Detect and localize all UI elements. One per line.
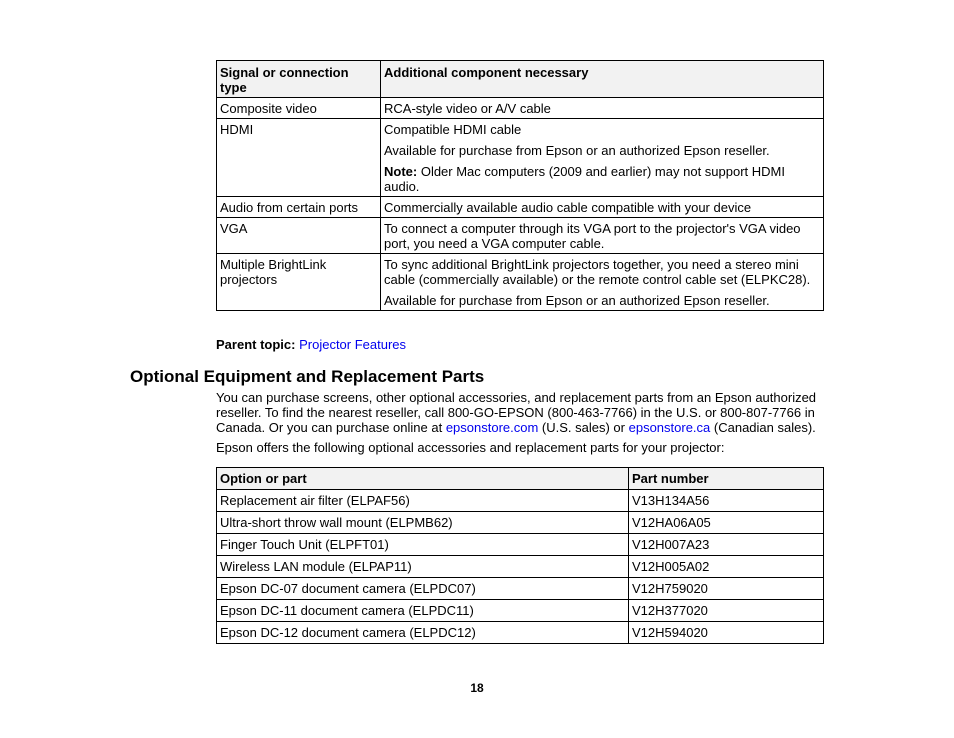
note-label: Note: — [384, 164, 418, 179]
component-text: Commercially available audio cable compatible with your device — [384, 200, 752, 215]
table-row — [217, 98, 824, 119]
component-text: Available for purchase from Epson or an authorized Epson reseller. — [384, 293, 770, 308]
parent-topic-label: Parent topic: — [216, 337, 296, 352]
table-row — [217, 197, 824, 218]
option-cell: Epson DC-07 document camera (ELPDC07) — [217, 578, 629, 600]
epsonstore-ca-link[interactable]: epsonstore.ca — [628, 420, 711, 435]
epsonstore-us-link[interactable]: epsonstore.com — [445, 420, 539, 435]
column-header: Option or part — [217, 468, 629, 490]
intro-text: You can purchase screens, other optional accessories, and replacement parts from an Epson authorized reseller. To find the nearest reseller, call 800-GO-EPSON (800-463-7766) in the U.S. or 800-807-7766 in Canada. Or you can purchase online at — [216, 390, 817, 435]
note — [384, 164, 820, 194]
intro-text: (U.S. sales) or — [538, 420, 629, 435]
table-header-row — [217, 61, 824, 98]
component-cell — [381, 218, 824, 254]
column-header: Additional component necessary — [381, 61, 824, 98]
signal-cell: VGA — [217, 218, 381, 254]
option-cell: Epson DC-11 document camera (ELPDC11) — [217, 600, 629, 622]
signal-cell: Composite video — [217, 98, 381, 119]
intro-paragraph — [216, 390, 824, 435]
column-header: Signal or connection type — [217, 61, 381, 98]
part-number-cell: V13H134A56 — [629, 490, 824, 512]
component-cell — [381, 254, 824, 311]
table-row — [217, 600, 824, 622]
parent-topic-link[interactable]: Projector Features — [299, 337, 407, 352]
part-number-cell: V12H759020 — [629, 578, 824, 600]
section-heading: Optional Equipment and Replacement Parts — [130, 367, 485, 386]
parts-table — [216, 467, 824, 644]
part-number-cell: V12H377020 — [629, 600, 824, 622]
option-cell: Finger Touch Unit (ELPFT01) — [217, 534, 629, 556]
component-cell — [381, 197, 824, 218]
part-number-cell: V12H005A02 — [629, 556, 824, 578]
option-cell: Replacement air filter (ELPAF56) — [217, 490, 629, 512]
part-number-cell: V12H007A23 — [629, 534, 824, 556]
option-cell: Wireless LAN module (ELPAP11) — [217, 556, 629, 578]
intro-paragraph-2: Epson offers the following optional accessories and replacement parts for your projector: — [216, 440, 725, 455]
option-cell: Ultra-short throw wall mount (ELPMB62) — [217, 512, 629, 534]
table-header-row — [217, 468, 824, 490]
component-text: Compatible HDMI cable — [384, 122, 522, 137]
option-cell: Epson DC-12 document camera (ELPDC12) — [217, 622, 629, 644]
component-cell — [381, 98, 824, 119]
column-header: Part number — [629, 468, 824, 490]
table-row — [217, 534, 824, 556]
component-text: Available for purchase from Epson or an authorized Epson reseller. — [384, 143, 770, 158]
signal-cell: HDMI — [217, 119, 381, 197]
table-row — [217, 512, 824, 534]
table-row — [217, 556, 824, 578]
component-text: To sync additional BrightLink projectors together, you need a stereo mini cable (commercially available) or the remote control cable set (ELPKC28). — [384, 257, 811, 287]
signal-cell: Multiple BrightLink projectors — [217, 254, 381, 311]
part-number-cell: V12HA06A05 — [629, 512, 824, 534]
table-row — [217, 119, 824, 197]
component-text: To connect a computer through its VGA port to the projector's VGA video port, you need a VGA computer cable. — [384, 221, 801, 251]
component-text: RCA-style video or A/V cable — [384, 101, 551, 116]
page-number: 18 — [470, 681, 484, 695]
table-row — [217, 578, 824, 600]
note-text: Older Mac computers (2009 and earlier) may not support HDMI audio. — [384, 164, 785, 194]
signal-table — [216, 60, 824, 311]
table-row — [217, 254, 824, 311]
table-row — [217, 490, 824, 512]
intro-text: (Canadian sales). — [710, 420, 816, 435]
part-number-cell: V12H594020 — [629, 622, 824, 644]
table-row — [217, 218, 824, 254]
table-row — [217, 622, 824, 644]
component-cell — [381, 119, 824, 197]
parent-topic — [216, 337, 406, 352]
signal-cell: Audio from certain ports — [217, 197, 381, 218]
